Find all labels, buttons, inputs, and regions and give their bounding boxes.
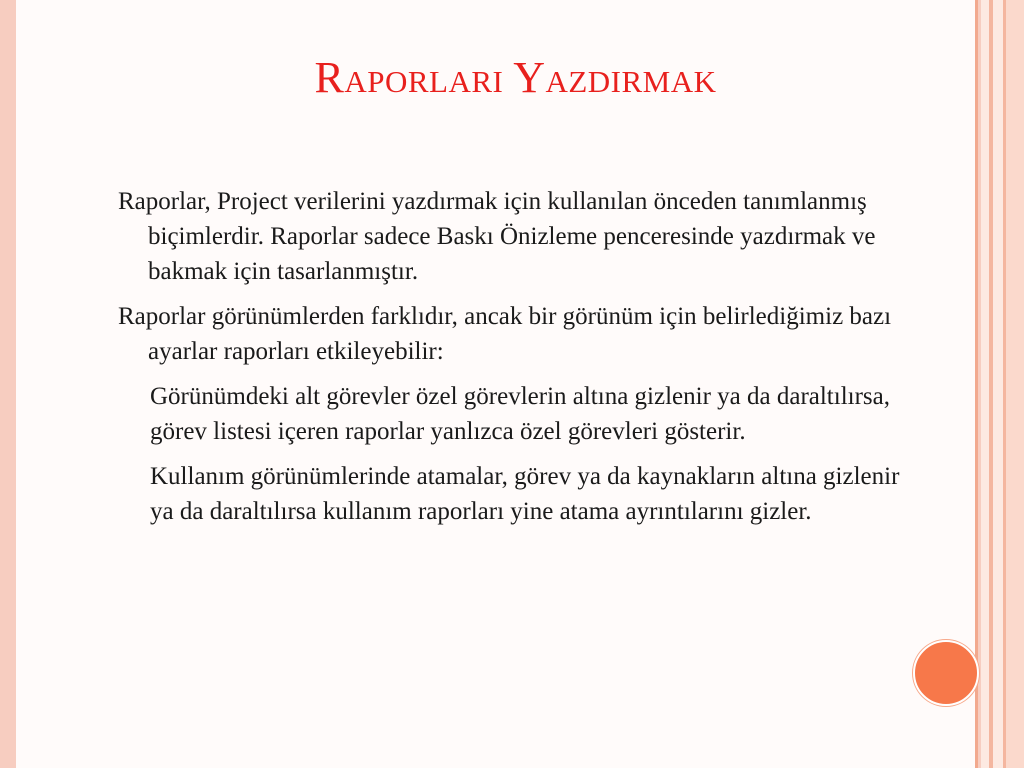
decorative-stripe (993, 0, 1003, 768)
decorative-circle (913, 640, 979, 706)
paragraph-1: Raporlar, Project verilerini yazdırmak için kullanılan önceden tanımlanmış biçimlerdir. Raporlar sadece Baskı Önizleme penceresinde yazdırmak ve bakmak için tasarlanmıştır. (118, 188, 876, 285)
decorative-stripe (981, 0, 989, 768)
slide-title: Raporları Yazdırmak (314, 53, 717, 102)
slide-content (118, 184, 908, 539)
slide-page (16, 0, 978, 768)
paragraph-2: Raporlar görünümlerden farklıdır, ancak bir görünüm için belirlediğimiz bazı ayarlar raporları etkileyebilir: (118, 303, 892, 365)
sub-item-1: Görünümdeki alt görevler özel görevlerin altına gizlenir ya da daraltılırsa, görev listesi içeren raporlar yanlızca özel görevleri gösterir. (150, 383, 890, 445)
sub-item-2: Kullanım görünümlerinde atamalar, görev ya da kaynakların altına gizlenir ya da daraltılırsa kullanım raporları yine atama ayrıntılarını gizler. (150, 463, 900, 525)
decorative-stripe (1006, 0, 1024, 768)
